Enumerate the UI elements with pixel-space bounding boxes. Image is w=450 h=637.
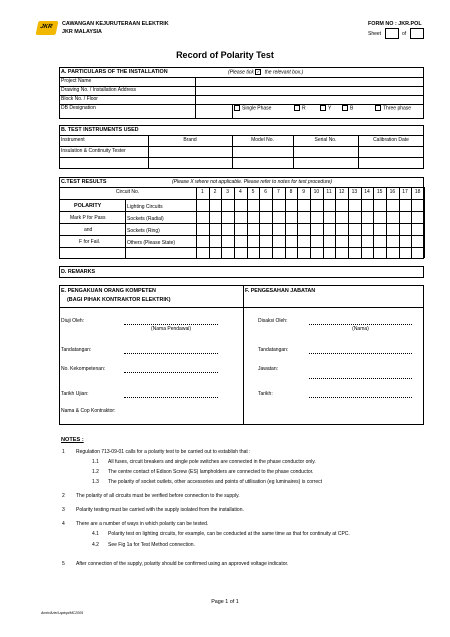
checkbox-icon xyxy=(342,105,348,111)
note-3: Polarity testing must be carried with the supply isolated from the installation. xyxy=(76,507,244,513)
sheet-label: Sheet xyxy=(368,31,382,37)
section-e-title: E. PENGAKUAN ORANG KOMPETEN xyxy=(61,288,156,294)
logo-text: JKR xyxy=(39,24,53,30)
tick-note-pre: (Please tick xyxy=(228,69,254,76)
kekompetenan-label: No. Kekompetenan: xyxy=(61,366,106,372)
org-country: JKR MALAYSIA xyxy=(62,29,102,35)
jawatan-label: Jawatan: xyxy=(258,366,279,372)
circuit-number: 1 xyxy=(200,189,204,195)
diuji-label: Diuji Oleh: xyxy=(61,318,85,324)
header-brand: Brand xyxy=(183,137,197,143)
checkbox-icon xyxy=(320,105,326,111)
checkbox-icon xyxy=(375,105,381,111)
grid-col-line xyxy=(424,187,425,258)
kekompetenan-field[interactable] xyxy=(124,372,218,373)
row-project-name: Project Name xyxy=(61,78,92,84)
grid-col-line xyxy=(221,187,222,258)
disaksi-label: Disaksi Oleh: xyxy=(258,318,288,324)
sheet-field[interactable] xyxy=(385,28,399,39)
note-num-3: 3 xyxy=(62,507,65,513)
circuit-number: 14 xyxy=(364,189,370,195)
org-name: CAWANGAN KEJURUTERAAN ELEKTRIK xyxy=(62,21,169,27)
grid-col-line xyxy=(285,187,286,258)
diuji-field[interactable] xyxy=(124,324,218,325)
tick-icon: ✓ xyxy=(256,69,260,74)
grid-col-line xyxy=(196,187,197,258)
grid-col-line xyxy=(259,187,260,258)
header-instrument: Instrument xyxy=(61,137,85,143)
row-others: Others (Please State) xyxy=(127,240,176,246)
section-e-subtitle: (BAGI PIHAK KONTRAKTOR ELEKTRIK) xyxy=(67,297,171,303)
tick-note xyxy=(228,69,303,75)
section-e-f xyxy=(59,285,424,425)
circuit-number: 8 xyxy=(289,189,293,195)
note-num-1-1: 1.1 xyxy=(92,459,99,465)
note-num-5: 5 xyxy=(62,561,65,567)
circuit-number: 15 xyxy=(376,189,383,195)
circuit-number: 12 xyxy=(338,189,345,195)
form-number: FORM NO : JKR.POL xyxy=(368,21,422,27)
grid-col-line xyxy=(125,199,126,258)
circuit-no-label: Circuit No. xyxy=(115,189,140,195)
row-sockets-radial: Sockets (Radial) xyxy=(127,216,164,222)
phase-b-option[interactable]: B xyxy=(342,105,353,112)
circuit-number: 2 xyxy=(213,189,217,195)
circuit-number: 3 xyxy=(226,189,230,195)
note-4-1: Polarity test on lighting circuits, for example, can be conducted at the same time as that for continuity at CPC. xyxy=(108,531,350,537)
mark-pass-note: Mark P for Pass xyxy=(70,215,106,221)
grid-col-line xyxy=(272,187,273,258)
circuit-number: 13 xyxy=(351,189,358,195)
checkbox-icon xyxy=(234,105,240,111)
tarikh-ujian-field[interactable] xyxy=(124,397,218,398)
tandatangan-e-field[interactable] xyxy=(124,353,218,354)
grid-row-line xyxy=(59,247,424,248)
polarity-label: POLARITY xyxy=(74,203,102,209)
note-1: Regulation 713-09-01 calls for a polarity test to be carried out to establish that : xyxy=(76,449,251,455)
note-num-4: 4 xyxy=(62,521,65,527)
circuit-number: 17 xyxy=(402,189,408,195)
grid-col-line xyxy=(335,187,336,258)
note-num-4-1: 4.1 xyxy=(92,531,99,537)
note-4: There are a number of ways in which polarity can be tested. xyxy=(76,521,209,527)
note-num-4-2: 4.2 xyxy=(92,542,99,548)
circuit-number: 7 xyxy=(276,189,280,195)
header-model: Model No. xyxy=(251,137,274,143)
tandatangan-e-label: Tandatangan: xyxy=(61,347,92,353)
row-db-designation: DB Designation xyxy=(61,105,96,111)
circuit-number: 5 xyxy=(251,189,255,195)
section-b-title: B. TEST INSTRUMENTS USED xyxy=(61,127,139,133)
page-number: Page 1 of 1 xyxy=(211,599,239,605)
grid-col-line xyxy=(411,187,412,258)
note-1-2: The centre contact of Edison Screw (ES) lampholders are connected to the phase conductor. xyxy=(108,469,314,475)
nama-label: (Nama) xyxy=(352,326,369,332)
section-d xyxy=(59,266,424,278)
file-path: Amin/Arie/Laptop/MC2005 xyxy=(41,611,84,615)
nama-pendawai-label: (Nama Pendawai) xyxy=(150,326,192,332)
grid-row-line xyxy=(59,235,424,236)
note-num-1-2: 1.2 xyxy=(92,469,99,475)
note-1-3: The polarity of socket outlets, other accessories and points of utilisation (eg luminaires) is correct xyxy=(108,479,322,485)
jawatan-field[interactable] xyxy=(309,378,412,379)
tandatangan-f-field[interactable] xyxy=(309,353,412,354)
note-1-1: All fuses, circuit breakers and single pole switches are connected in the phase conductor only. xyxy=(108,459,316,465)
circuit-number: 16 xyxy=(389,189,396,195)
grid-col-line xyxy=(386,187,387,258)
grid-col-line xyxy=(373,187,374,258)
circuit-number: 10 xyxy=(313,189,320,195)
jkr-logo xyxy=(36,21,59,35)
grid-col-line xyxy=(234,187,235,258)
row-sockets-ring: Sockets (Ring) xyxy=(127,228,160,234)
grid-col-line xyxy=(247,187,248,258)
grid-col-line xyxy=(323,187,324,258)
tick-note-post: the relevant box.) xyxy=(264,69,304,76)
circuit-number: 9 xyxy=(302,189,306,195)
circuit-number: 6 xyxy=(264,189,268,195)
page-title: Record of Polarity Test xyxy=(176,50,274,60)
grid-col-line xyxy=(209,187,210,258)
of-label: of xyxy=(402,31,407,37)
header-serial: Serial No. xyxy=(314,137,337,143)
tarikh-f-label: Tarikh: xyxy=(258,391,273,397)
note-num-1: 1 xyxy=(62,449,65,455)
grid-col-line xyxy=(297,187,298,258)
header-calibration: Calibration Date xyxy=(373,137,409,143)
note-5: After connection of the supply, polarity should be confirmed using an approved voltage indicator. xyxy=(76,561,289,567)
section-a-title: A. PARTICULARS OF THE INSTALLATION xyxy=(61,69,168,75)
grid-col-line xyxy=(348,187,349,258)
phase-y-option[interactable]: Y xyxy=(320,105,331,112)
checkbox-icon xyxy=(294,105,300,111)
grid-col-line xyxy=(399,187,400,258)
mark-fail-note: F for Fail. xyxy=(79,239,101,245)
phase-three-option[interactable]: Three phase xyxy=(375,105,411,112)
section-d-title: D. REMARKS xyxy=(61,269,96,275)
grid-col-line xyxy=(361,187,362,258)
section-c-title: C.TEST RESULTS xyxy=(61,179,107,185)
circuit-number: 18 xyxy=(414,189,421,195)
row-lighting: Lighting Circuits xyxy=(127,204,163,210)
of-field[interactable] xyxy=(410,28,424,39)
phase-r-option[interactable]: R xyxy=(294,105,306,112)
disaksi-field[interactable] xyxy=(309,324,412,325)
nama-cop-label: Nama & Cop Kontraktor: xyxy=(61,408,116,414)
tarikh-ujian-label: Tarikh Ujian: xyxy=(61,391,89,397)
row-drawing-no: Drawing No. / Installation Address xyxy=(61,87,137,93)
circuit-number: 11 xyxy=(326,189,332,195)
phase-single-option[interactable]: Single Phase xyxy=(234,105,271,112)
mark-and-note: and xyxy=(84,227,93,233)
section-c-note: (Please X where not applicable. Please refer to notes for test procedure) xyxy=(172,179,333,185)
tarikh-f-field[interactable] xyxy=(309,397,412,398)
grid-col-line xyxy=(310,187,311,258)
tandatangan-f-label: Tandatangan: xyxy=(258,347,289,353)
note-4-2: See Fig 1a for Test Method connection. xyxy=(108,542,195,548)
section-f-title: F. PENGESAHAN JABATAN xyxy=(245,288,316,294)
grid-row-line xyxy=(59,223,424,224)
instrument-tester: Insulation & Continuity Tester xyxy=(61,148,126,154)
note-num-2: 2 xyxy=(62,493,65,499)
grid-row-line xyxy=(125,211,424,212)
circuit-number: 4 xyxy=(238,189,242,195)
row-block-no: Block No. / Floor xyxy=(61,96,98,102)
note-num-1-3: 1.3 xyxy=(92,479,99,485)
grid-row-line xyxy=(59,199,424,200)
note-2: The polarity of all circuits must be verified before connection to the supply. xyxy=(76,493,240,499)
notes-title: NOTES : xyxy=(61,437,84,443)
